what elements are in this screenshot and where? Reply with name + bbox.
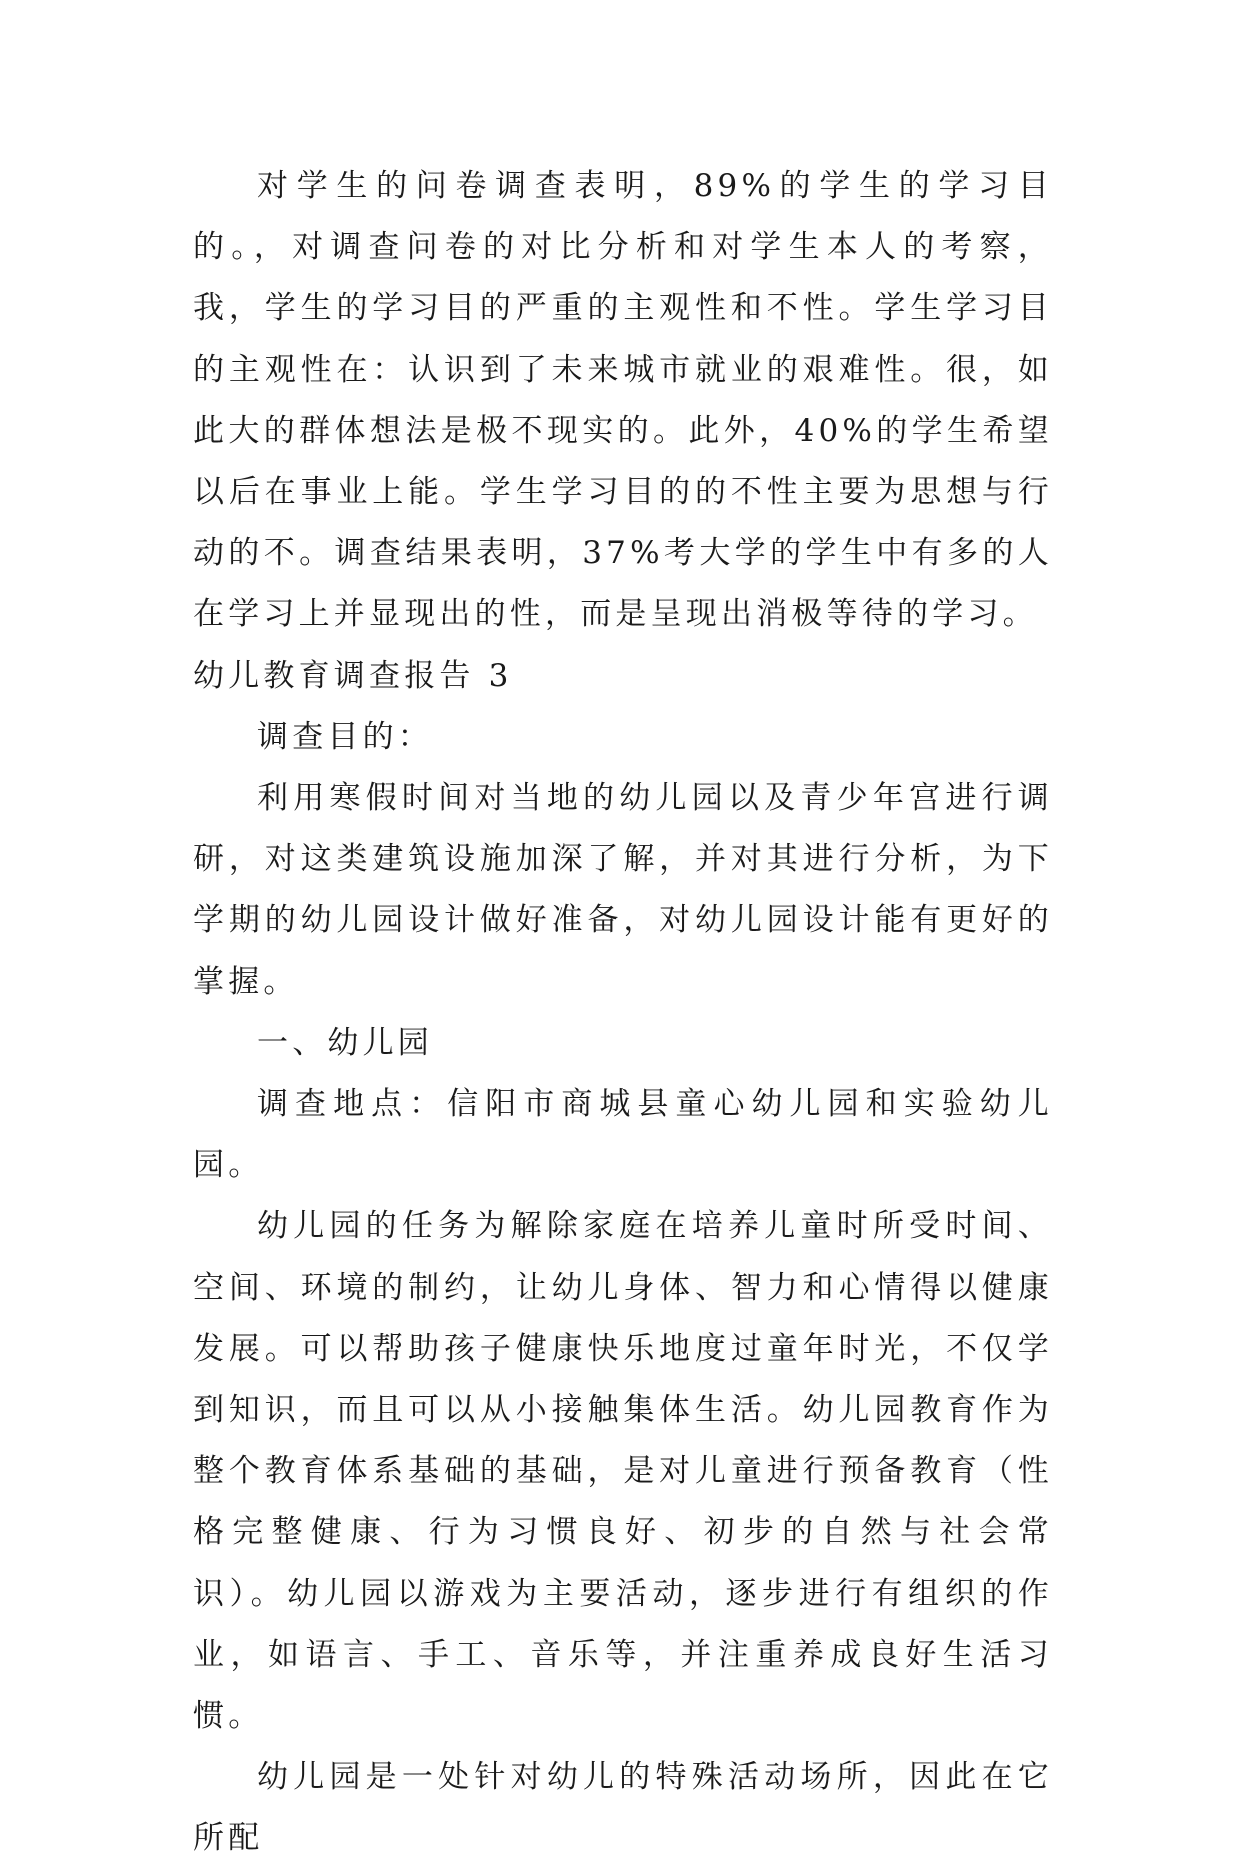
document-body <box>193 156 1053 1870</box>
section-heading: 幼儿教育调查报告 3 <box>193 657 513 694</box>
paragraph-survey-location: 调查地点：信阳市商城县童心幼儿园和实验幼儿园。 <box>193 1086 1053 1184</box>
paragraph-student-survey: 对学生的问卷调查表明，89%的学生的学习目的。，对调查问卷的对比分析和对学生本人的考察，我，学生的学习目的严重的主观性和不性。学生学习目的主观性在：认识到了未来城市就业的艰难性。很，如此大的群体想法是极不现实的。此外，40%的学生希望以后在事业上能。学生学习目的的不性主要为思想与行动的不。调查结果表明，37%考大学的学生中有多的人在学习上并显现出的性，而是呈现出消极等待的学习。 <box>193 168 1053 633</box>
subheading-kindergarten: 一、幼儿园 <box>257 1024 433 1061</box>
paragraph-survey-purpose-label: 调查目的： <box>257 718 433 755</box>
paragraph-survey-purpose: 利用寒假时间对当地的幼儿园以及青少年宫进行调研，对这类建筑设施加深了解，并对其进行分析，为下学期的幼儿园设计做好准备，对幼儿园设计能有更好的掌握。 <box>193 780 1053 1000</box>
paragraph-kindergarten-task: 幼儿园的任务为解除家庭在培养儿童时所受时间、空间、环境的制约，让幼儿身体、智力和心情得以健康发展。可以帮助孩子健康快乐地度过童年时光，不仅学到知识，而且可以从小接触集体生活。幼儿园教育作为整个教育体系基础的基础，是对儿童进行预备教育（性格完整健康、行为习惯良好、初步的自然与社会常识）。幼儿园以游戏为主要活动，逐步进行有组织的作业，如语言、手工、音乐等，并注重养成良好生活习惯。 <box>193 1208 1053 1735</box>
paragraph-kindergarten-space: 幼儿园是一处针对幼儿的特殊活动场所，因此在它所配 <box>193 1759 1053 1857</box>
